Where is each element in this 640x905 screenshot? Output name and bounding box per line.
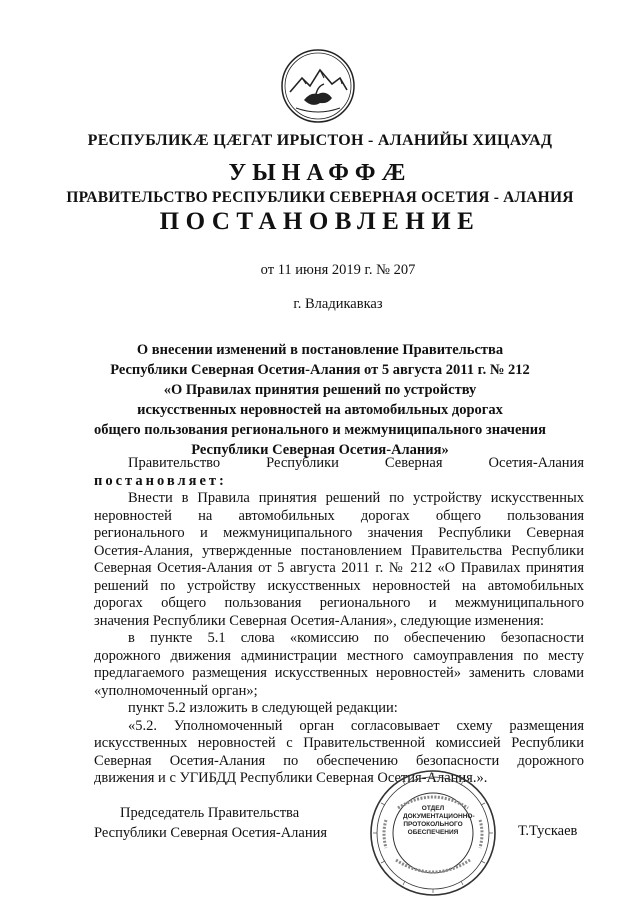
signatory-name: Т.Тускаев <box>518 823 578 839</box>
body-line: Северная Осетия-Алания по обеспечению безопасности дорожного <box>94 752 584 769</box>
body-line: движения и с УГИБДД Республики Северная Осетия-Алания.». <box>94 770 488 786</box>
resolution-title <box>80 340 560 460</box>
header-ossetian-title: УЫНАФФÆ <box>228 160 412 186</box>
title-line: Республики Северная Осетия-Алания от 5 августа 2011 г. № 212 <box>110 362 530 378</box>
body-line: Осетия-Алания, утвержденные постановлением Правительства Республики <box>94 542 584 559</box>
body-line: предлагаемого размещения искусственных неровностей» заменить словами <box>94 665 584 681</box>
body-line: в пункте 5.1 слова «комиссию по обеспечению безопасности <box>128 630 584 646</box>
body-line: «уполномоченный орган»; <box>94 682 258 699</box>
body-line: Северная Осетия-Алания от 5 августа 2011 г. № 212 «О Правилах принятия <box>94 560 584 576</box>
title-line: общего пользования регионального и межмуниципального значения <box>94 422 546 438</box>
header-russian-line: ПРАВИТЕЛЬСТВО РЕСПУБЛИКИ СЕВЕРНАЯ ОСЕТИЯ - АЛАНИЯ <box>66 189 574 206</box>
body-line: значения Республики Северная Осетия-Алания», следующие изменения: <box>94 612 545 629</box>
signatory-position-line2: Республики Северная Осетия-Алания <box>94 825 328 841</box>
body-line: дорожного движения администрации местного самоуправления по месту <box>94 647 584 664</box>
header-ossetian-line: РЕСПУБЛИКÆ ЦÆГАТ ИРЫСТОН - АЛАНИЙЫ ХИЦАУАД <box>87 132 553 149</box>
signatory-position-line1: Председатель Правительства <box>120 805 300 821</box>
document-city: г. Владикавказ <box>293 296 383 312</box>
body-line: решений по устройству искусственных неровностей на автомобильных <box>94 577 584 594</box>
body-line: дорогах общего пользования регионального и межмуниципального <box>94 595 584 611</box>
document-type-title: ПОСТАНОВЛЕНИЕ <box>159 208 481 235</box>
coat-of-arms-emblem <box>280 48 356 124</box>
body-line-decree: постановляет: <box>94 472 227 489</box>
title-line: Республики Северная Осетия-Алания» <box>191 442 449 458</box>
body-line: неровностей на автомобильных дорогах общего пользования <box>94 507 584 524</box>
title-line: О внесении изменений в постановление Правительства <box>136 342 504 358</box>
title-line: искусственных неровностей на автомобильных дорогах <box>137 402 503 418</box>
body-line: искусственных неровностей с Правительственной комиссией Республики <box>94 735 584 751</box>
stamp-department-text: ОТДЕЛ ДОКУМЕНТАЦИОННО- ПРОТОКОЛЬНОГО ОБЕСПЕЧЕНИЯ <box>403 805 475 836</box>
document-date-number: от 11 июня 2019 г. № 207 <box>260 262 416 278</box>
body-line: Внести в Правила принятия решений по устройству искусственных <box>128 490 584 506</box>
body-line: Правительство Республики Северная Осетия-Алания <box>128 455 584 471</box>
body-line: «5.2. Уполномоченный орган согласовывает схему размещения <box>128 717 584 734</box>
body-line: регионального и межмуниципального значения Республики Северная <box>94 525 584 541</box>
title-line: «О Правилах принятия решений по устройству <box>163 382 477 398</box>
body-line: пункт 5.2 изложить в следующей редакции: <box>128 700 398 716</box>
signatory-position <box>94 803 327 843</box>
resolution-body <box>94 455 584 788</box>
